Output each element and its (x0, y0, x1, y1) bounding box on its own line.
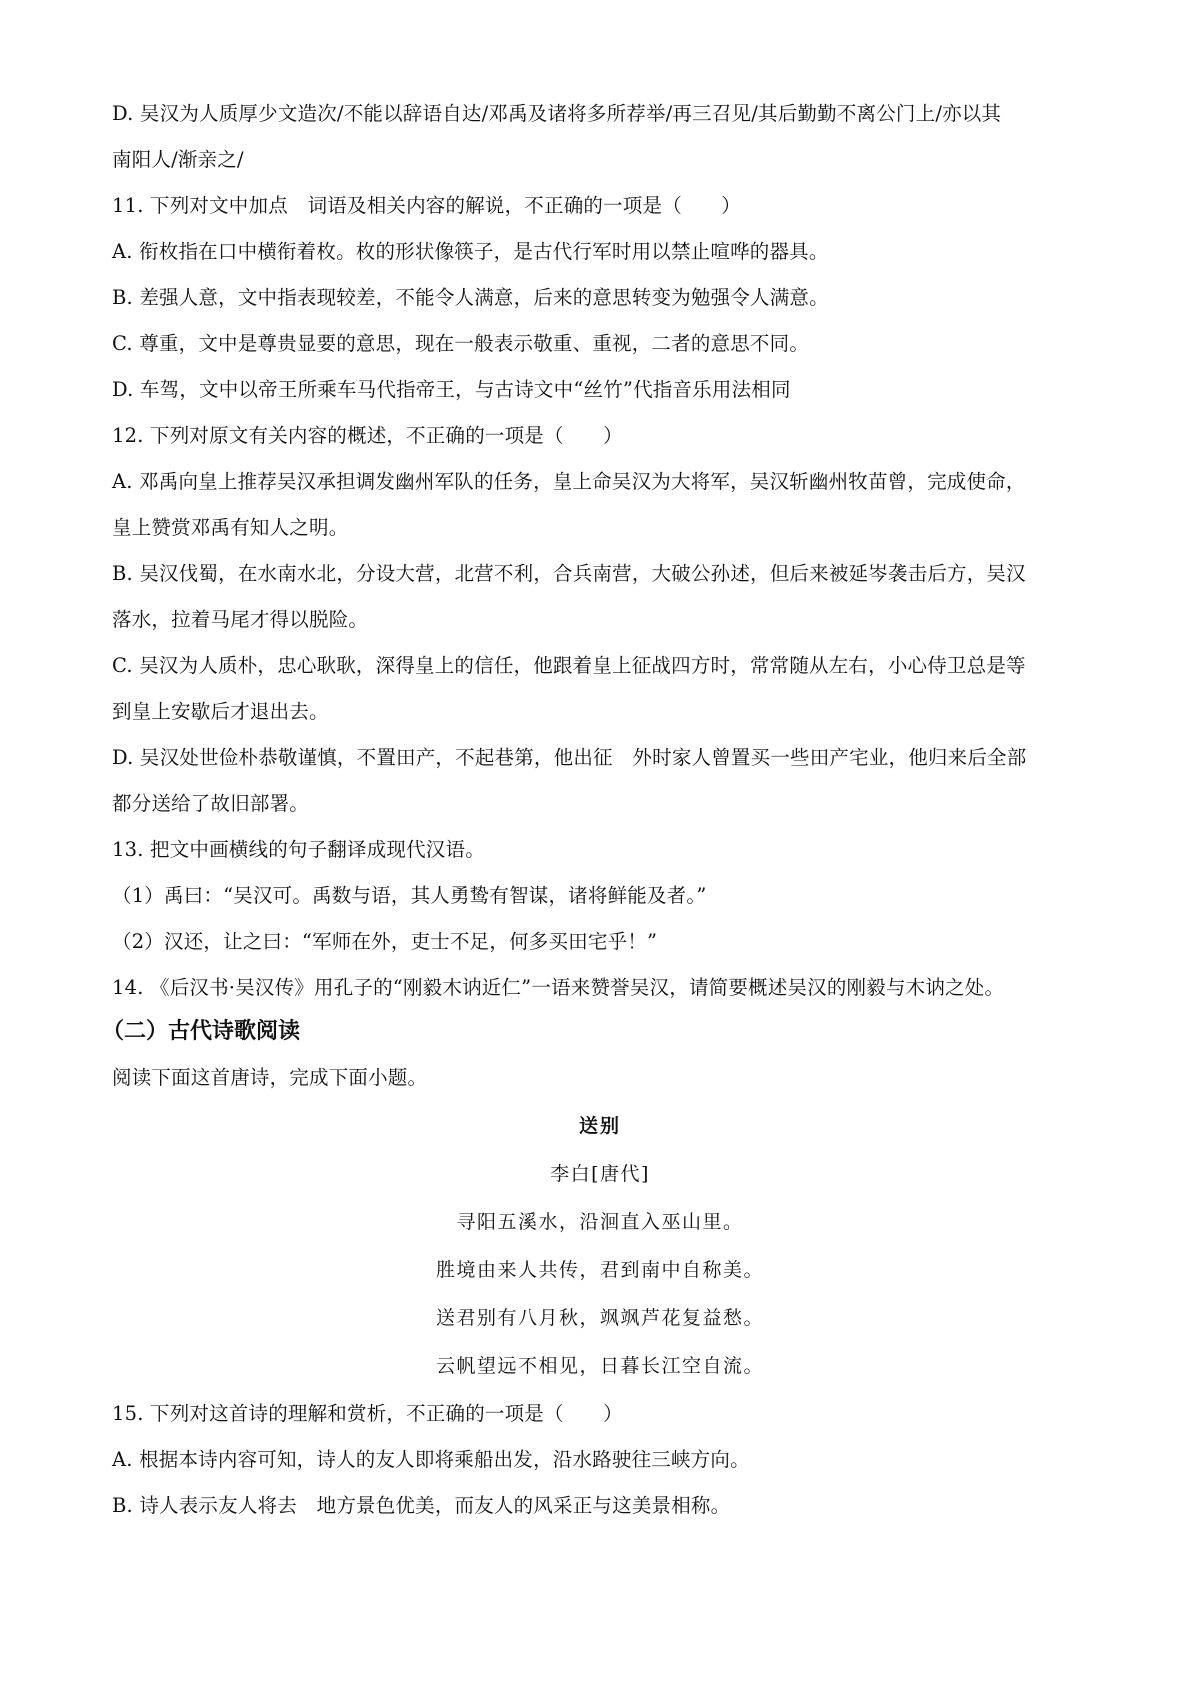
section-heading: （二）古代诗歌阅读 (102, 1019, 301, 1044)
question-12-option-d-line2: 都分送给了故旧部署。 (112, 792, 310, 815)
poem-line-3: 送君别有八月秋，飒飒芦花复益愁。 (435, 1307, 764, 1329)
question-13-part-2: （2）汉还，让之曰：“军师在外，吏士不足，何多买田宅乎！” (112, 930, 658, 953)
question-15-option-b: B. 诗人表示友人将去 地方景色优美，而友人的风采正与这美景相称。 (112, 1494, 731, 1517)
question-12-option-d-line1: D. 吴汉处世俭朴恭敬谨慎，不置田产，不起巷第，他出征 外时家人曾置买一些田产宅业，他归来后全部 (112, 746, 1027, 769)
question-12-option-b-line2: 落水，拉着马尾才得以脱险。 (112, 608, 369, 631)
poem-author: 李白[唐代] (550, 1163, 650, 1185)
question-15-option-a: A. 根据本诗内容可知，诗人的友人即将乘船出发，沿水路驶往三峡方向。 (112, 1448, 750, 1471)
question-11-option-a: A. 衔枚指在口中横衔着枚。枚的形状像筷子，是古代行军时用以禁止喧哗的器具。 (112, 240, 829, 263)
question-11-option-c: C. 尊重，文中是尊贵显要的意思，现在一般表示敬重、重视，二者的意思不同。 (112, 332, 810, 355)
poem-line-4: 云帆望远不相见，日暮长江空自流。 (435, 1355, 764, 1377)
option-d-q10-line2: 南阳人/渐亲之/ (112, 148, 244, 171)
option-d-q10-line1: D. 吴汉为人质厚少文造次/不能以辞语自达/邓禹及诸将多所荐举/再三召见/其后勤勤不离公门上/亦以其 (112, 102, 1002, 125)
question-14-stem: 14. 《后汉书·吴汉传》用孔子的“刚毅木讷近仁”一语来赞誉吴汉，请简要概述吴汉的刚毅与木讷之处。 (112, 976, 1005, 999)
question-12-option-c-line2: 到皇上安歇后才退出去。 (112, 700, 329, 723)
question-11-stem: 11. 下列对文中加点 词语及相关内容的解说，不正确的一项是（ ） (112, 194, 742, 217)
question-12-option-c-line1: C. 吴汉为人质朴，忠心耿耿，深得皇上的信任，他跟着皇上征战四方时，常常随从左右，小心侍卫总是等 (112, 654, 1026, 677)
question-15-stem: 15. 下列对这首诗的理解和赏析，不正确的一项是（ ） (112, 1402, 623, 1425)
question-12-option-a-line1: A. 邓禹向皇上推荐吴汉承担调发幽州军队的任务，皇上命吴汉为大将军，吴汉斩幽州牧苗曾，完成使命， (112, 470, 1026, 493)
poem-line-1: 寻阳五溪水，沿洄直入巫山里。 (456, 1211, 744, 1233)
question-11-option-d: D. 车驾，文中以帝王所乘车马代指帝王，与古诗文中“丝竹”代指音乐用法相同 (112, 378, 791, 401)
question-13-stem: 13. 把文中画横线的句子翻译成现代汉语。 (112, 838, 485, 861)
poem-title: 送别 (578, 1115, 621, 1137)
question-13-part-1: （1）禹曰：“吴汉可。禹数与语，其人勇鸷有智谋，诸将鲜能及者。” (112, 884, 707, 907)
question-11-option-b: B. 差强人意，文中指表现较差，不能令人满意，后来的意思转变为勉强令人满意。 (112, 286, 829, 309)
poem-line-2: 胜境由来人共传，君到南中自称美。 (435, 1259, 764, 1281)
question-12-stem: 12. 下列对原文有关内容的概述，不正确的一项是（ ） (112, 424, 623, 447)
reading-instruction: 阅读下面这首唐诗，完成下面小题。 (112, 1066, 428, 1089)
question-12-option-a-line2: 皇上赞赏邓禹有知人之明。 (112, 516, 349, 539)
question-12-option-b-line1: B. 吴汉伐蜀，在水南水北，分设大营，北营不利，合兵南营，大破公孙述，但后来被延岑袭击后方，吴汉 (112, 562, 1026, 585)
